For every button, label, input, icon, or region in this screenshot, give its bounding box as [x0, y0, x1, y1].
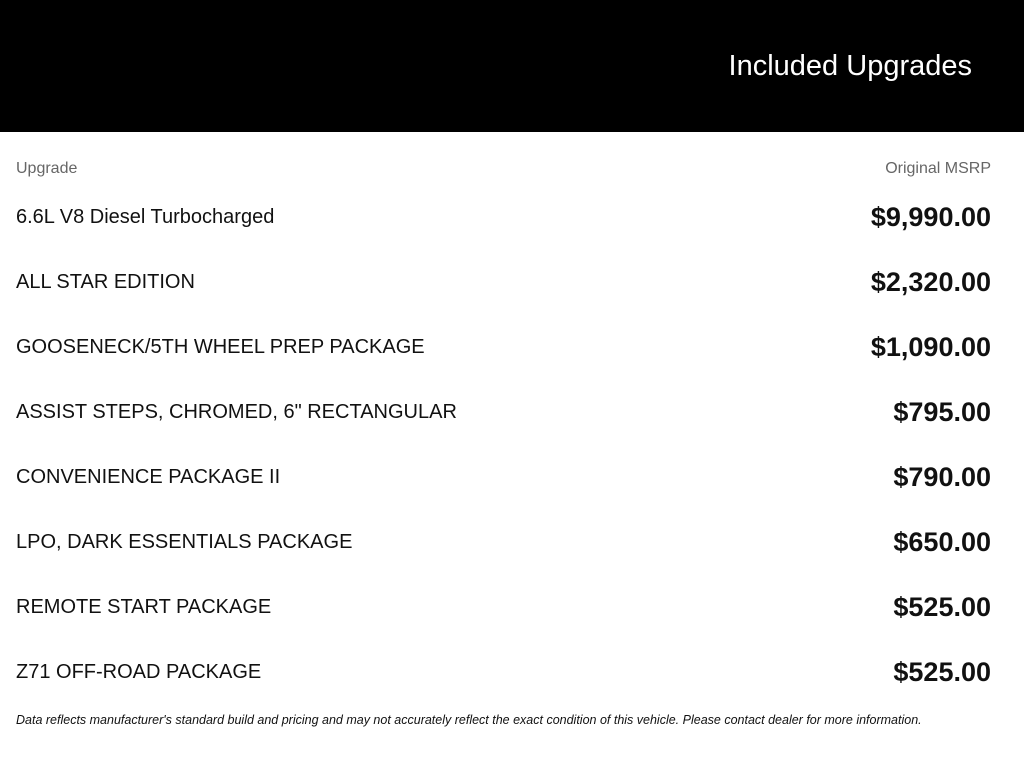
upgrade-name: LPO, DARK ESSENTIALS PACKAGE [16, 531, 353, 553]
upgrade-name: ASSIST STEPS, CHROMED, 6" RECTANGULAR [16, 401, 457, 423]
upgrade-price: $650.00 [893, 527, 991, 557]
upgrade-price: $2,320.00 [870, 267, 991, 297]
upgrade-row [16, 380, 991, 445]
upgrade-price: $795.00 [893, 397, 991, 427]
column-header-upgrade: Upgrade [16, 160, 78, 177]
upgrades-list [16, 185, 991, 705]
upgrade-price: $9,990.00 [870, 202, 991, 232]
upgrade-row [16, 445, 991, 510]
upgrade-row [16, 250, 991, 315]
upgrade-name: GOOSENECK/5TH WHEEL PREP PACKAGE [16, 336, 425, 358]
upgrade-price: $790.00 [893, 462, 991, 492]
column-headers [16, 160, 991, 180]
upgrade-row [16, 640, 991, 705]
header-banner [0, 0, 1024, 132]
upgrade-name: REMOTE START PACKAGE [16, 596, 272, 618]
upgrade-price: $525.00 [893, 657, 991, 687]
upgrade-price: $1,090.00 [870, 332, 991, 362]
upgrade-name: ALL STAR EDITION [16, 271, 195, 293]
upgrade-price: $525.00 [893, 592, 991, 622]
upgrade-row [16, 315, 991, 380]
column-header-msrp: Original MSRP [885, 160, 991, 177]
upgrade-name: 6.6L V8 Diesel Turbocharged [16, 206, 275, 228]
disclaimer-text: Data reflects manufacturer's standard build and pricing and may not accurately reflect the exact condition of this vehicle. Please contact dealer for more information. [16, 713, 922, 727]
upgrade-name: CONVENIENCE PACKAGE II [16, 466, 281, 488]
page-title: Included Upgrades [728, 50, 972, 82]
upgrade-name: Z71 OFF-ROAD PACKAGE [16, 661, 262, 683]
upgrade-row [16, 575, 991, 640]
upgrade-row [16, 185, 991, 250]
upgrade-row [16, 510, 991, 575]
